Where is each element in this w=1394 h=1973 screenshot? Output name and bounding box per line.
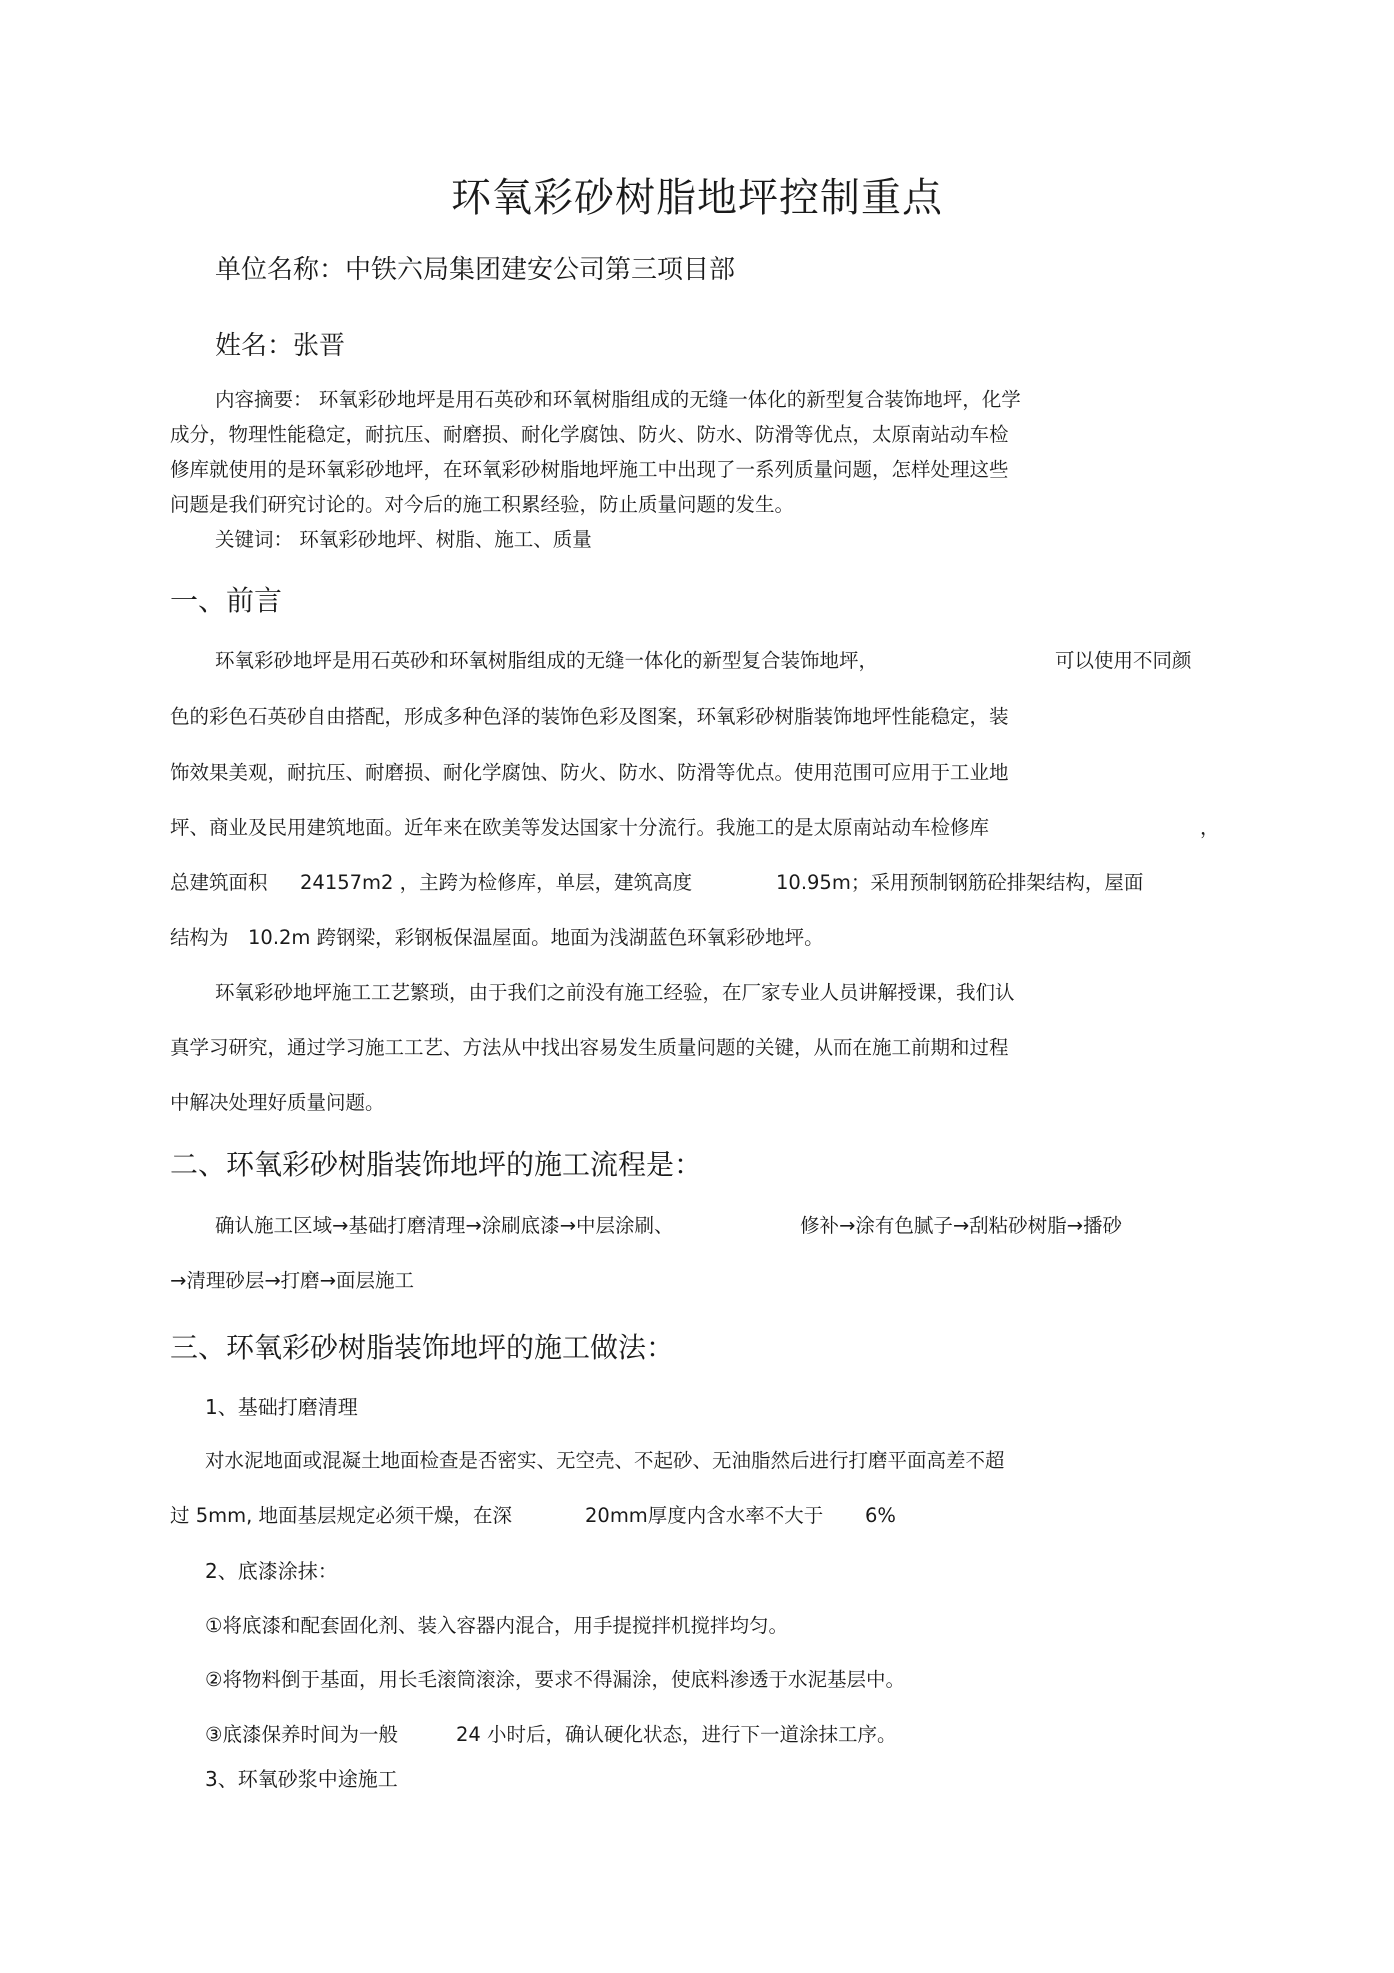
paragraph-text: 20mm厚度内含水率不大于 bbox=[585, 1504, 824, 1527]
section-heading-3: 三、环氧彩砂树脂装饰地坪的施工做法： bbox=[170, 1331, 675, 1364]
paragraph-text: 饰效果美观，耐抗压、耐磨损、耐化学腐蚀、防火、防水、防滑等优点。使用范围可应用于工业地 bbox=[170, 761, 1009, 784]
list-item: ②将物料倒于基面，用长毛滚筒滚涂，要求不得漏涂，使底料渗透于水泥基层中。 bbox=[205, 1668, 905, 1691]
paragraph-text: 24157m2 ，主跨为检修库，单层，建筑高度 bbox=[300, 871, 693, 894]
abstract-line: 问题是我们研究讨论的。对今后的施工积累经验，防止质量问题的发生。 bbox=[170, 493, 795, 516]
paragraph-text: ， bbox=[1200, 816, 1220, 839]
paragraph-text: 环氧彩砂地坪是用石英砂和环氧树脂组成的无缝一体化的新型复合装饰地坪， bbox=[215, 649, 879, 672]
paragraph-text: 总建筑面积 bbox=[170, 871, 268, 894]
paragraph-text: 中解决处理好质量问题。 bbox=[170, 1091, 385, 1114]
paragraph-text: 色的彩色石英砂自由搭配，形成多种色泽的装饰色彩及图案，环氧彩砂树脂装饰地坪性能稳定，装 bbox=[170, 705, 1009, 728]
paragraph-text: 坪、商业及民用建筑地面。近年来在欧美等发达国家十分流行。我施工的是太原南站动车检修库 bbox=[170, 816, 990, 839]
list-item: ①将底漆和配套固化剂、装入容器内混合，用手提搅拌机搅拌均匀。 bbox=[205, 1614, 788, 1637]
unit-name: 单位名称：中铁六局集团建安公司第三项目部 bbox=[215, 255, 736, 285]
section-heading-2: 二、环氧彩砂树脂装饰地坪的施工流程是： bbox=[170, 1148, 703, 1181]
flow-text: →清理砂层→打磨→面层施工 bbox=[170, 1269, 415, 1292]
list-item: ③底漆保养时间为一般 bbox=[205, 1723, 398, 1746]
paragraph-text: 结构为 bbox=[170, 926, 229, 949]
subsection-title: 3、环氧砂浆中途施工 bbox=[205, 1767, 398, 1791]
paragraph-text: 10.95m；采用预制钢筋砼排架结构，屋面 bbox=[776, 871, 1144, 894]
flow-text: 确认施工区域→基础打磨清理→涂刷底漆→中层涂刷、 bbox=[215, 1214, 674, 1237]
list-item: 24 小时后，确认硬化状态，进行下一道涂抹工序。 bbox=[456, 1723, 897, 1746]
abstract-line: 内容摘要： 环氧彩砂地坪是用石英砂和环氧树脂组成的无缝一体化的新型复合装饰地坪，化学 bbox=[215, 388, 1021, 411]
page-title: 环氧彩砂树脂地坪控制重点 bbox=[451, 175, 943, 221]
author-name: 姓名：张晋 bbox=[215, 331, 346, 361]
paragraph-text: 对水泥地面或混凝土地面检查是否密实、无空壳、不起砂、无油脂然后进行打磨平面高差不超 bbox=[205, 1449, 1005, 1472]
paragraph-text: 可以使用不同颜 bbox=[1055, 649, 1192, 672]
paragraph-text: 环氧彩砂地坪施工工艺繁琐，由于我们之前没有施工经验，在厂家专业人员讲解授课，我们认 bbox=[215, 981, 1015, 1004]
subsection-title: 2、底漆涂抹： bbox=[205, 1559, 338, 1583]
paragraph-text: 6% bbox=[865, 1504, 896, 1527]
abstract-line: 成分，物理性能稳定，耐抗压、耐磨损、耐化学腐蚀、防火、防水、防滑等优点，太原南站动车检 bbox=[170, 423, 1009, 446]
flow-text: 修补→涂有色腻子→刮粘砂树脂→播砂 bbox=[800, 1214, 1123, 1237]
paragraph-text: 10.2m 跨钢梁，彩钢板保温屋面。地面为浅湖蓝色环氧彩砂地坪。 bbox=[248, 926, 824, 949]
keywords: 关键词： 环氧彩砂地坪、树脂、施工、质量 bbox=[215, 528, 592, 551]
paragraph-text: 过 5mm, 地面基层规定必须干燥，在深 bbox=[170, 1504, 512, 1527]
abstract-line: 修库就使用的是环氧彩砂地坪，在环氧彩砂树脂地坪施工中出现了一系列质量问题，怎样处理这些 bbox=[170, 458, 1009, 481]
section-heading-1: 一、前言 bbox=[170, 584, 283, 617]
subsection-title: 1、基础打磨清理 bbox=[205, 1395, 358, 1419]
paragraph-text: 真学习研究，通过学习施工工艺、方法从中找出容易发生质量问题的关键，从而在施工前期和过程 bbox=[170, 1036, 1009, 1059]
